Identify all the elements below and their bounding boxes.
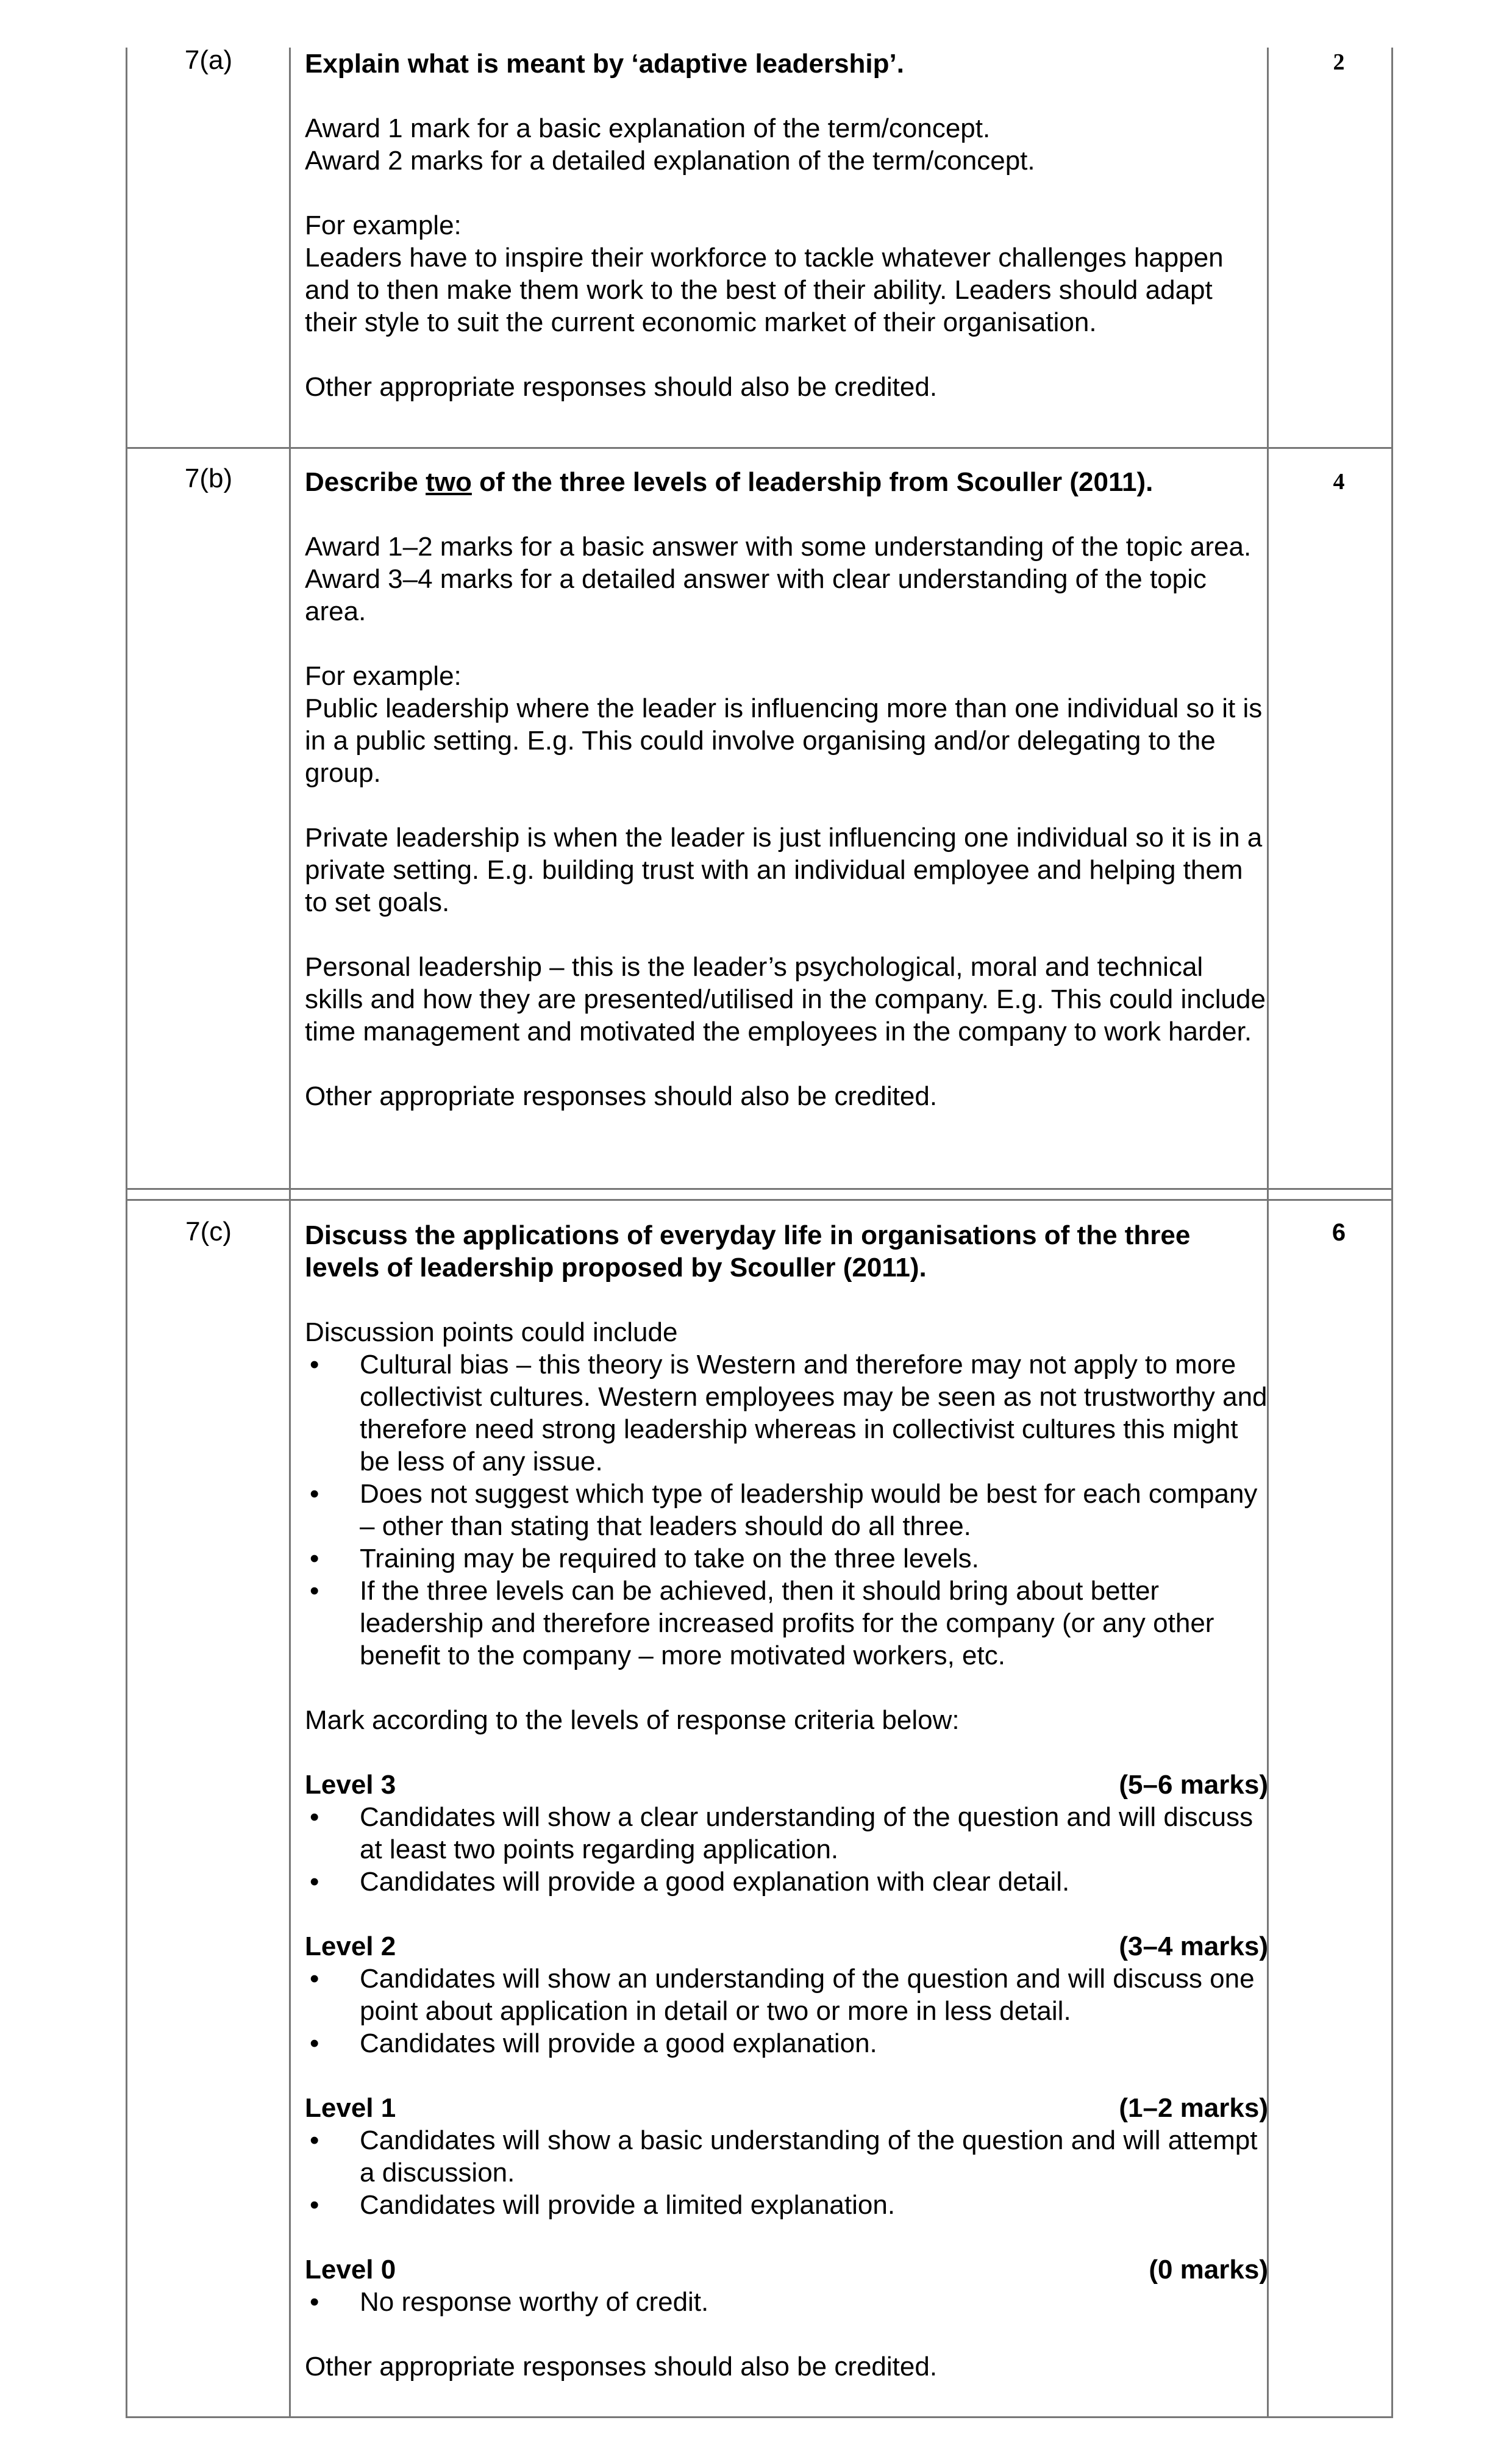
question-number-7a: 7(a) <box>184 45 233 75</box>
question-text-7c: Discuss the applications of everyday life in organisations of the three levels of leadership proposed by Scouller (2011). <box>305 1220 1191 1283</box>
example-text: Personal leadership – this is the leader’s psychological, moral and technical skills and how they are presented/utilised in the company. E.g. This could include time management and motivated the employees in the company to work harder. <box>305 952 1266 1047</box>
level-3-criteria <box>305 1801 1268 1898</box>
answer-7a <box>305 48 1268 403</box>
answer-7c <box>305 1219 1268 2383</box>
criteria-intro: Mark according to the levels of response criteria below: <box>305 1705 960 1735</box>
question-text-7b: Describe two of the three levels of leadership from Scouller (2011). <box>305 467 1154 497</box>
table-border-right <box>1391 48 1393 2418</box>
other-responses-note: Other appropriate responses should also be credited. <box>305 2352 938 2382</box>
question-number-7c: 7(c) <box>185 1217 232 1247</box>
table-border-left <box>126 48 127 2418</box>
award-line: Award 3–4 marks for a detailed answer with clear understanding of the topic area. <box>305 564 1207 626</box>
list-item: • No response worthy of credit. <box>305 2286 1268 2318</box>
example-text: Public leadership where the leader is influencing more than one individual so it is in a public setting. E.g. This could involve organising and/or delegating to the group. <box>305 693 1263 788</box>
example-text: Private leadership is when the leader is just influencing one individual so it is in a private setting. E.g. building trust with an individual employee and helping them to set goals. <box>305 823 1263 917</box>
row-divider-7b-7c-top <box>126 1188 1393 1190</box>
level-2-criteria <box>305 1963 1268 2060</box>
marks-7b: 4 <box>1333 469 1345 495</box>
row-divider-7b-7c-bottom <box>126 1199 1393 1201</box>
question-text-7a: Explain what is meant by ‘adaptive leadership’. <box>305 49 904 79</box>
example-text: Leaders have to inspire their workforce to tackle whatever challenges happen and to then make them work to the best of their ability. Leaders should adapt their style to suit the current economic market of their organisation. <box>305 243 1224 337</box>
list-item: • Candidates will provide a limited explanation. <box>305 2189 1268 2221</box>
discussion-points <box>305 1348 1268 1672</box>
example-heading: For example: <box>305 210 462 240</box>
level-1-heading: Level 1 (1–2 marks) <box>305 2093 1268 2123</box>
other-responses-note: Other appropriate responses should also be credited. <box>305 1081 938 1111</box>
list-item: • Candidates will provide a good explanation. <box>305 2027 1268 2060</box>
other-responses-note: Other appropriate responses should also be credited. <box>305 372 938 402</box>
marks-7c: 6 <box>1332 1219 1346 1246</box>
award-line: Award 1–2 marks for a basic answer with some understanding of the topic area. <box>305 532 1252 562</box>
award-line: Award 2 marks for a detailed explanation of the term/concept. <box>305 146 1035 176</box>
table-border-bottom <box>126 2416 1393 2418</box>
list-item: • If the three levels can be achieved, then it should bring about better leadership and therefore increased profits for the company (or any other benefit to the company – more motivated workers, etc. <box>305 1575 1268 1672</box>
example-heading: For example: <box>305 661 462 691</box>
level-0-heading: Level 0 (0 marks) <box>305 2255 1268 2285</box>
answer-7b <box>305 466 1268 1112</box>
level-3-heading: Level 3 (5–6 marks) <box>305 1770 1268 1800</box>
list-item: • Cultural bias – this theory is Western and therefore may not apply to more collectivist cultures. Western employees may be seen as not trustworthy and therefore need strong leadership whereas in collectivist cultures this might be less of any issue. <box>305 1348 1268 1478</box>
emphasis-two: two <box>426 467 472 497</box>
question-number-7b: 7(b) <box>184 463 233 493</box>
row-divider-7a-7b <box>126 447 1393 449</box>
list-item: • Candidates will show a basic understanding of the question and will attempt a discussion. <box>305 2124 1268 2189</box>
list-item: • Does not suggest which type of leadership would be best for each company – other than stating that leaders should do all three. <box>305 1478 1268 1542</box>
level-1-criteria <box>305 2124 1268 2221</box>
award-line: Award 1 mark for a basic explanation of the term/concept. <box>305 113 991 143</box>
list-item: • Candidates will provide a good explanation with clear detail. <box>305 1866 1268 1898</box>
marks-7a: 2 <box>1333 49 1345 75</box>
list-item: • Candidates will show a clear understanding of the question and will discuss at least two points regarding application. <box>305 1801 1268 1866</box>
table-divider-question <box>289 48 291 2418</box>
discussion-heading: Discussion points could include <box>305 1317 678 1347</box>
list-item: • Training may be required to take on the three levels. <box>305 1542 1268 1575</box>
list-item: • Candidates will show an understanding of the question and will discuss one point about application in detail or two or more in less detail. <box>305 1963 1268 2027</box>
level-0-criteria <box>305 2286 1268 2318</box>
level-2-heading: Level 2 (3–4 marks) <box>305 1931 1268 1961</box>
